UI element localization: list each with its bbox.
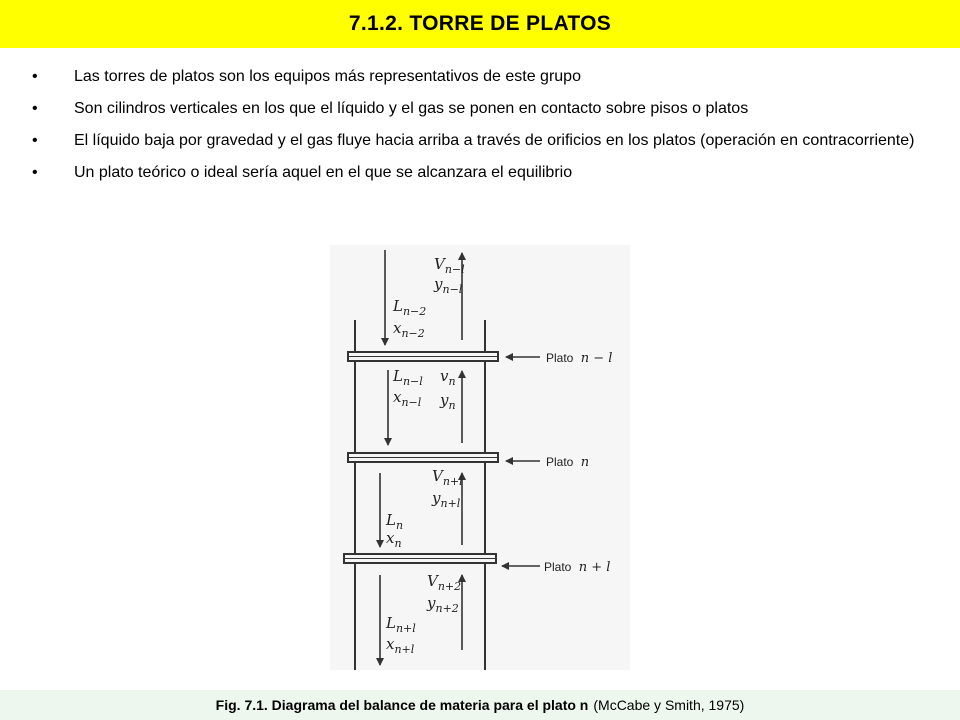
diagram-svg [330, 245, 630, 670]
stream-label-y-bot: $y_{n+2}$ [427, 594, 459, 615]
stream-label-y-low: $y_{n+l}$ [432, 489, 461, 510]
stream-label-v-mid: $v_n$ [440, 367, 456, 388]
title-bar [0, 0, 960, 48]
bullet-item [32, 130, 932, 151]
stream-label-l-mid: $L_{n-l}$ [393, 367, 423, 388]
stream-label-x-bot: $x_{n+l}$ [386, 635, 415, 656]
plate-label-n: Plato n [546, 455, 590, 470]
bullet-text: Un plato teórico o ideal sería aquel en el que se alcanzara el equilibrio [74, 164, 573, 181]
bullet-dot: • [32, 164, 38, 181]
stream-label-l-low: $L_n$ [386, 511, 404, 532]
bullet-list [32, 66, 932, 194]
bullet-item [32, 162, 932, 183]
stream-label-l-bot: $L_{n+l}$ [386, 614, 416, 635]
caption-main: Fig. 7.1. Diagrama del balance de materia para el plato n [215, 697, 589, 713]
bullet-dot: • [32, 132, 38, 149]
stream-label-x-low: $x_n$ [386, 529, 402, 550]
stream-label-y-top: $y_{n-l}$ [434, 275, 463, 296]
plate-tower-diagram [330, 245, 630, 670]
stream-label-x-mid: $x_{n-l}$ [393, 388, 422, 409]
plate-label-n-plus-1: Plato n + l [544, 560, 611, 575]
bullet-dot: • [32, 68, 38, 85]
bullet-item [32, 66, 932, 87]
stream-label-x-top: $x_{n-2}$ [393, 319, 425, 340]
bullet-text: El líquido baja por gravedad y el gas fluye hacia arriba a través de orificios en los platos (operación en contracorriente) [74, 132, 915, 149]
stream-label-v-bot: $V_{n+2}$ [427, 572, 462, 593]
stream-label-v-top: $V_{n-l}$ [434, 255, 465, 276]
caption-reference: (McCabe y Smith, 1975) [593, 697, 745, 713]
bullet-text: Las torres de platos son los equipos más representativos de este grupo [74, 68, 581, 85]
page-title: 7.1.2. TORRE DE PLATOS [348, 12, 612, 35]
bullet-text: Son cilindros verticales en los que el líquido y el gas se ponen en contacto sobre pisos o platos [74, 100, 749, 117]
bullet-item [32, 98, 932, 119]
plate-label-n-minus-1: Plato n − l [546, 351, 613, 366]
figure-caption [0, 690, 960, 720]
stream-label-v-low: $V_{n+l}$ [432, 467, 463, 488]
bullet-dot: • [32, 100, 38, 117]
stream-label-y-mid: $y_n$ [440, 391, 456, 412]
stream-label-l-top: $L_{n-2}$ [393, 297, 427, 318]
